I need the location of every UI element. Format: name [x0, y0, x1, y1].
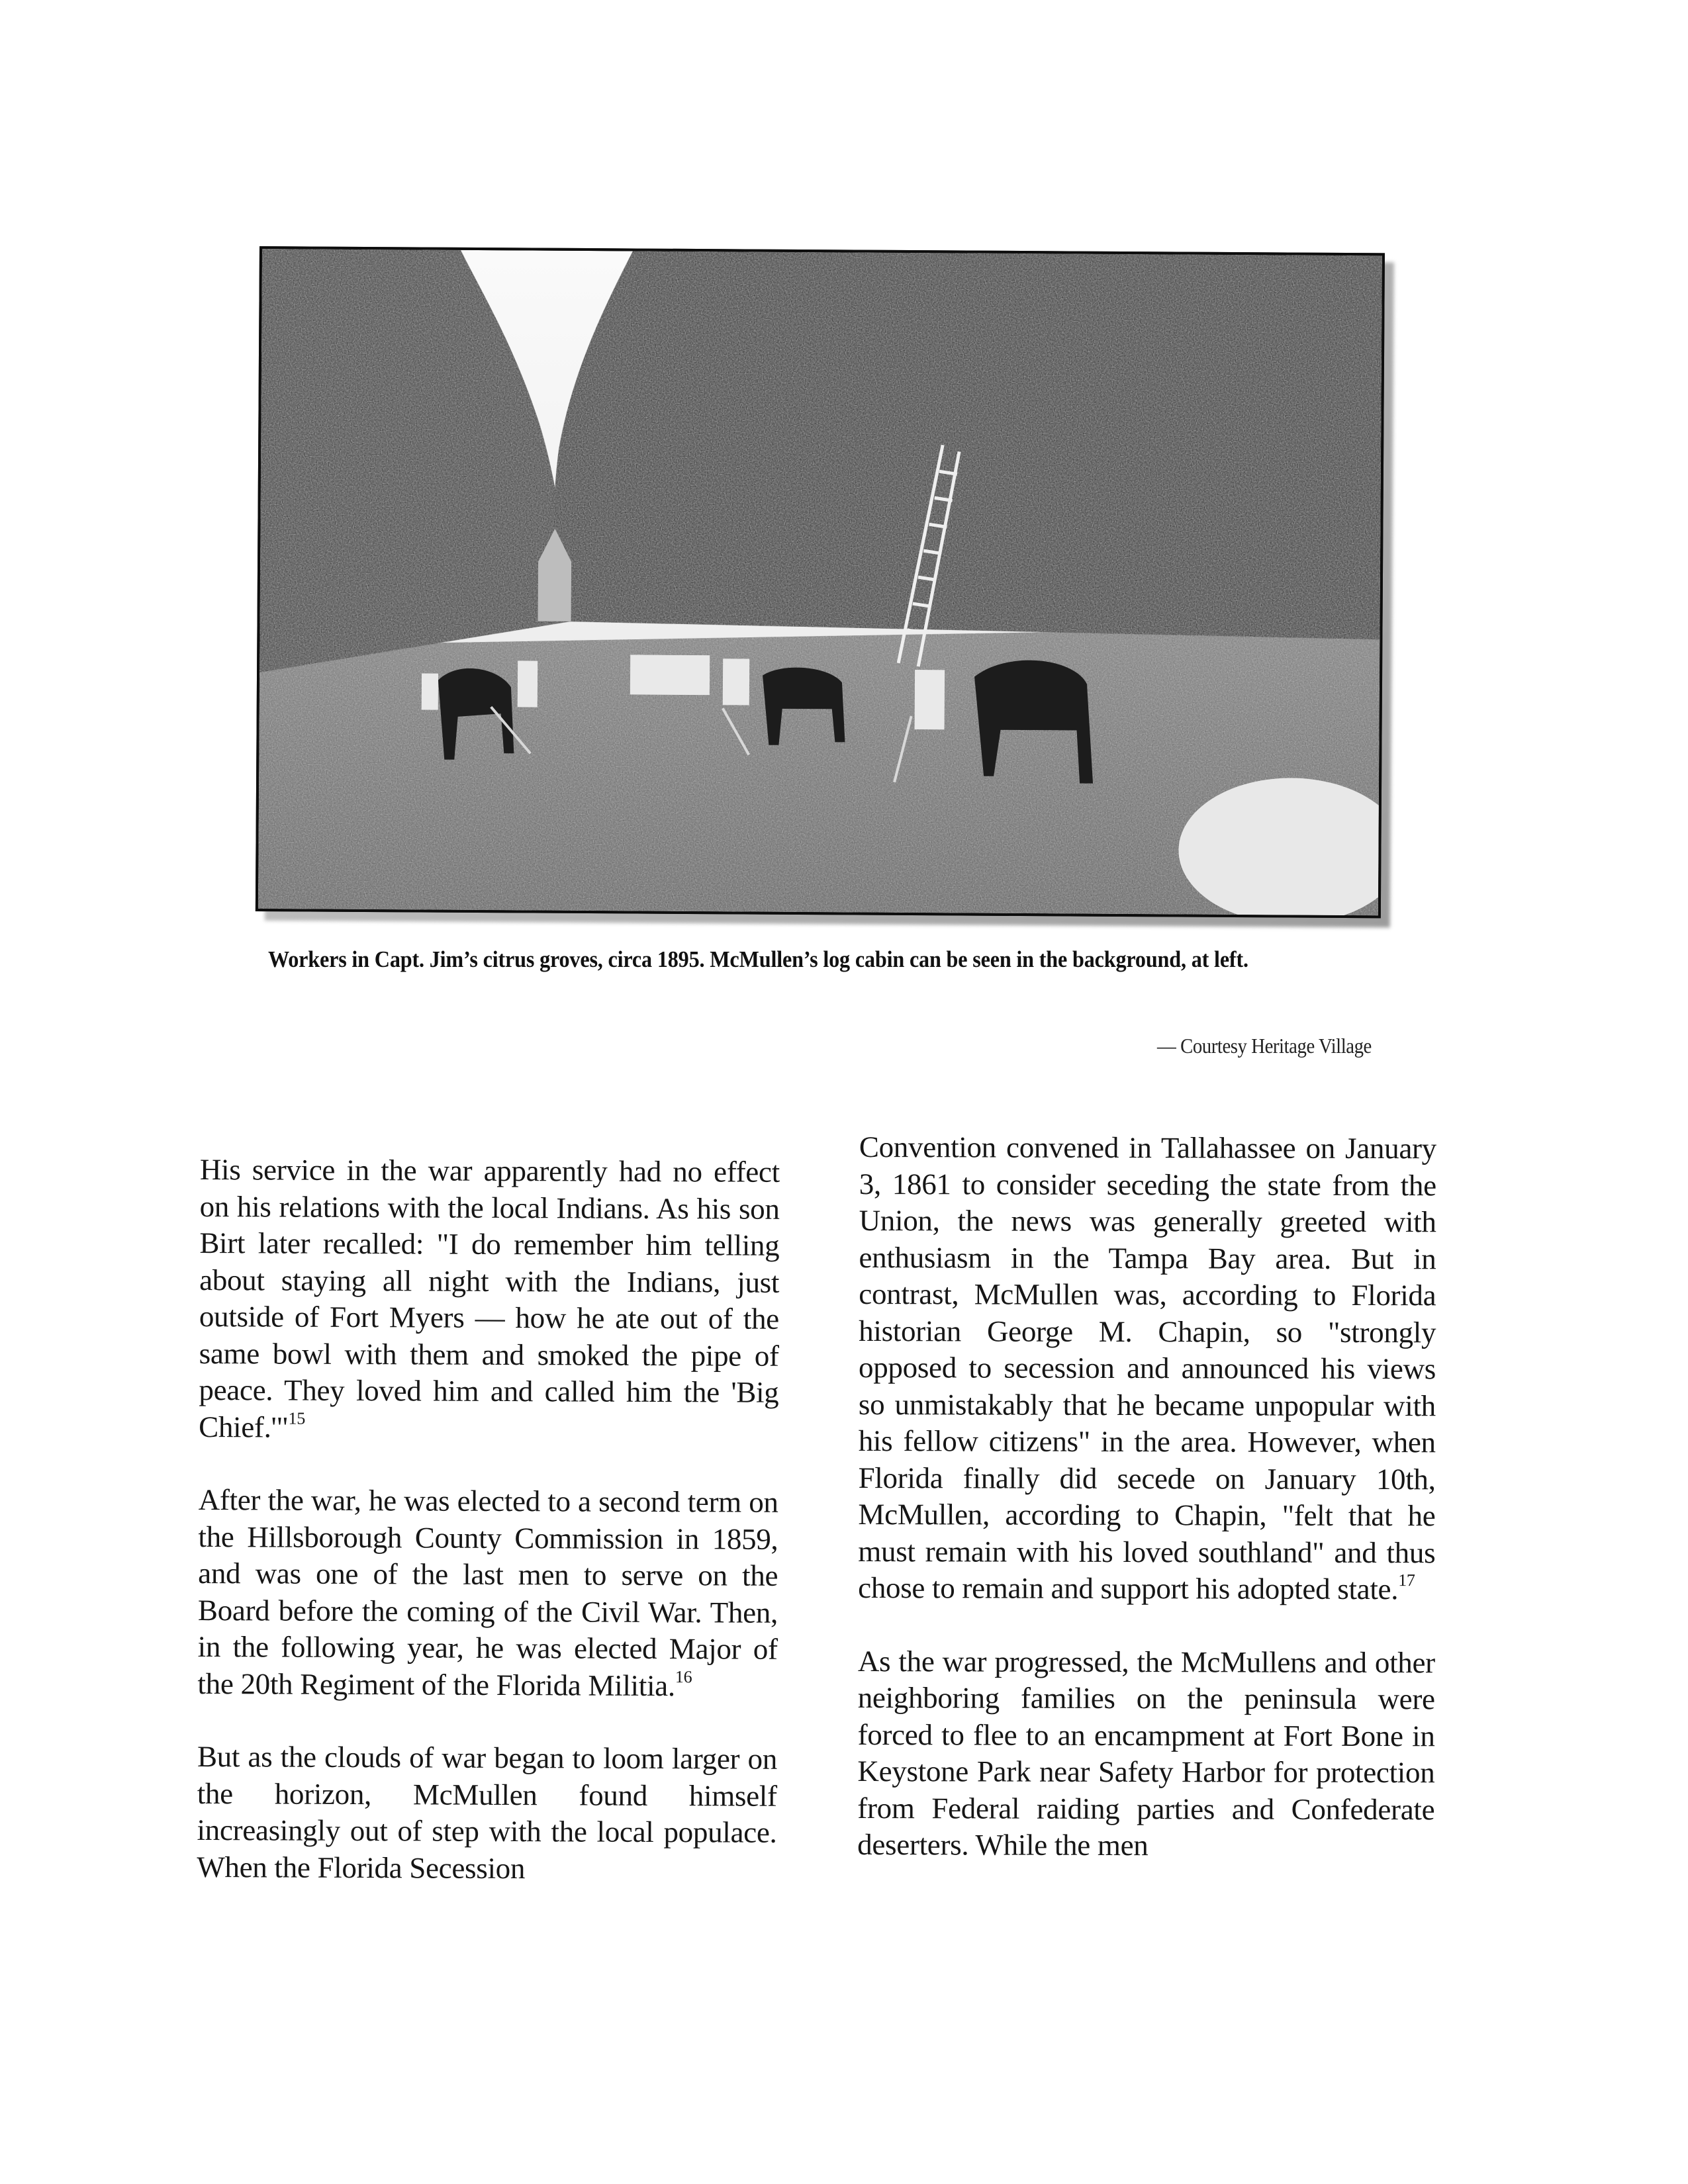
footnote-ref: 15 [288, 1408, 306, 1428]
photo-illustration [258, 249, 1382, 915]
footnote-ref: 16 [675, 1666, 692, 1686]
paragraph-text: But as the clouds of war began to loom larger on the horizon, McMullen found himself increasingly out of step with the local populace. When the Florida Secession [197, 1739, 778, 1885]
photo-caption: Workers in Capt. Jim’s citrus groves, circa 1895. McMullen’s log cabin can be seen in the background, at left. [268, 946, 1248, 972]
right-column [857, 1129, 1436, 1901]
paragraph-text: As the war progressed, the McMullens and other neighboring families on the peninsula were forced to flee to an encampment at Fort Bone in Keystone Park near Safety Harbor for protection from Federal raiding parties and Confederate deserters. While the men [857, 1644, 1435, 1862]
photo-credit: — Courtesy Heritage Village [1157, 1034, 1372, 1058]
citrus-grove-photo [256, 246, 1385, 918]
paragraph [857, 1643, 1435, 1864]
paragraph [197, 1482, 778, 1705]
right-tree-row [553, 251, 1382, 640]
figure [256, 246, 1385, 918]
paragraph-text: After the war, he was elected to a second term on the Hillsborough County Commission in 1859, and was one of the last men to serve on the Board before the coming of the Civil War. Then, in the following year, he was elected Major of the 20th Regiment of the Florida Militia. [197, 1482, 778, 1702]
paragraph-text: His service in the war apparently had no effect on his relations with the local Indians. As his son Birt later recalled: "I do remember him telling about staying all night with the Indians, just outside of Fort Myers — how he ate out of the same bowl with them and smoked the pipe of peace. They loved him and called him the 'Big Chief.'" [199, 1153, 780, 1444]
paragraph [197, 1739, 777, 1888]
paragraph [199, 1152, 780, 1448]
left-column [197, 1152, 780, 1925]
paragraph-text: Convention convened in Tallahassee on January 3, 1861 to consider seceding the state from the Union, the news was generally greeted with enthusiasm in the Tampa Bay area. But in contrast, McMullen was, according to Florida historian George M. Chapin, so "strongly opposed to secession and announced his views so unmistakably that he became unpopular with his fellow citizens" in the area. However, when Florida finally did secede on January 10th, McMullen, according to Chapin, "felt that he must remain with his loved southland" and thus chose to remain and support his adopted state. [858, 1130, 1436, 1606]
footnote-ref: 17 [1398, 1570, 1415, 1590]
paragraph [858, 1129, 1436, 1608]
